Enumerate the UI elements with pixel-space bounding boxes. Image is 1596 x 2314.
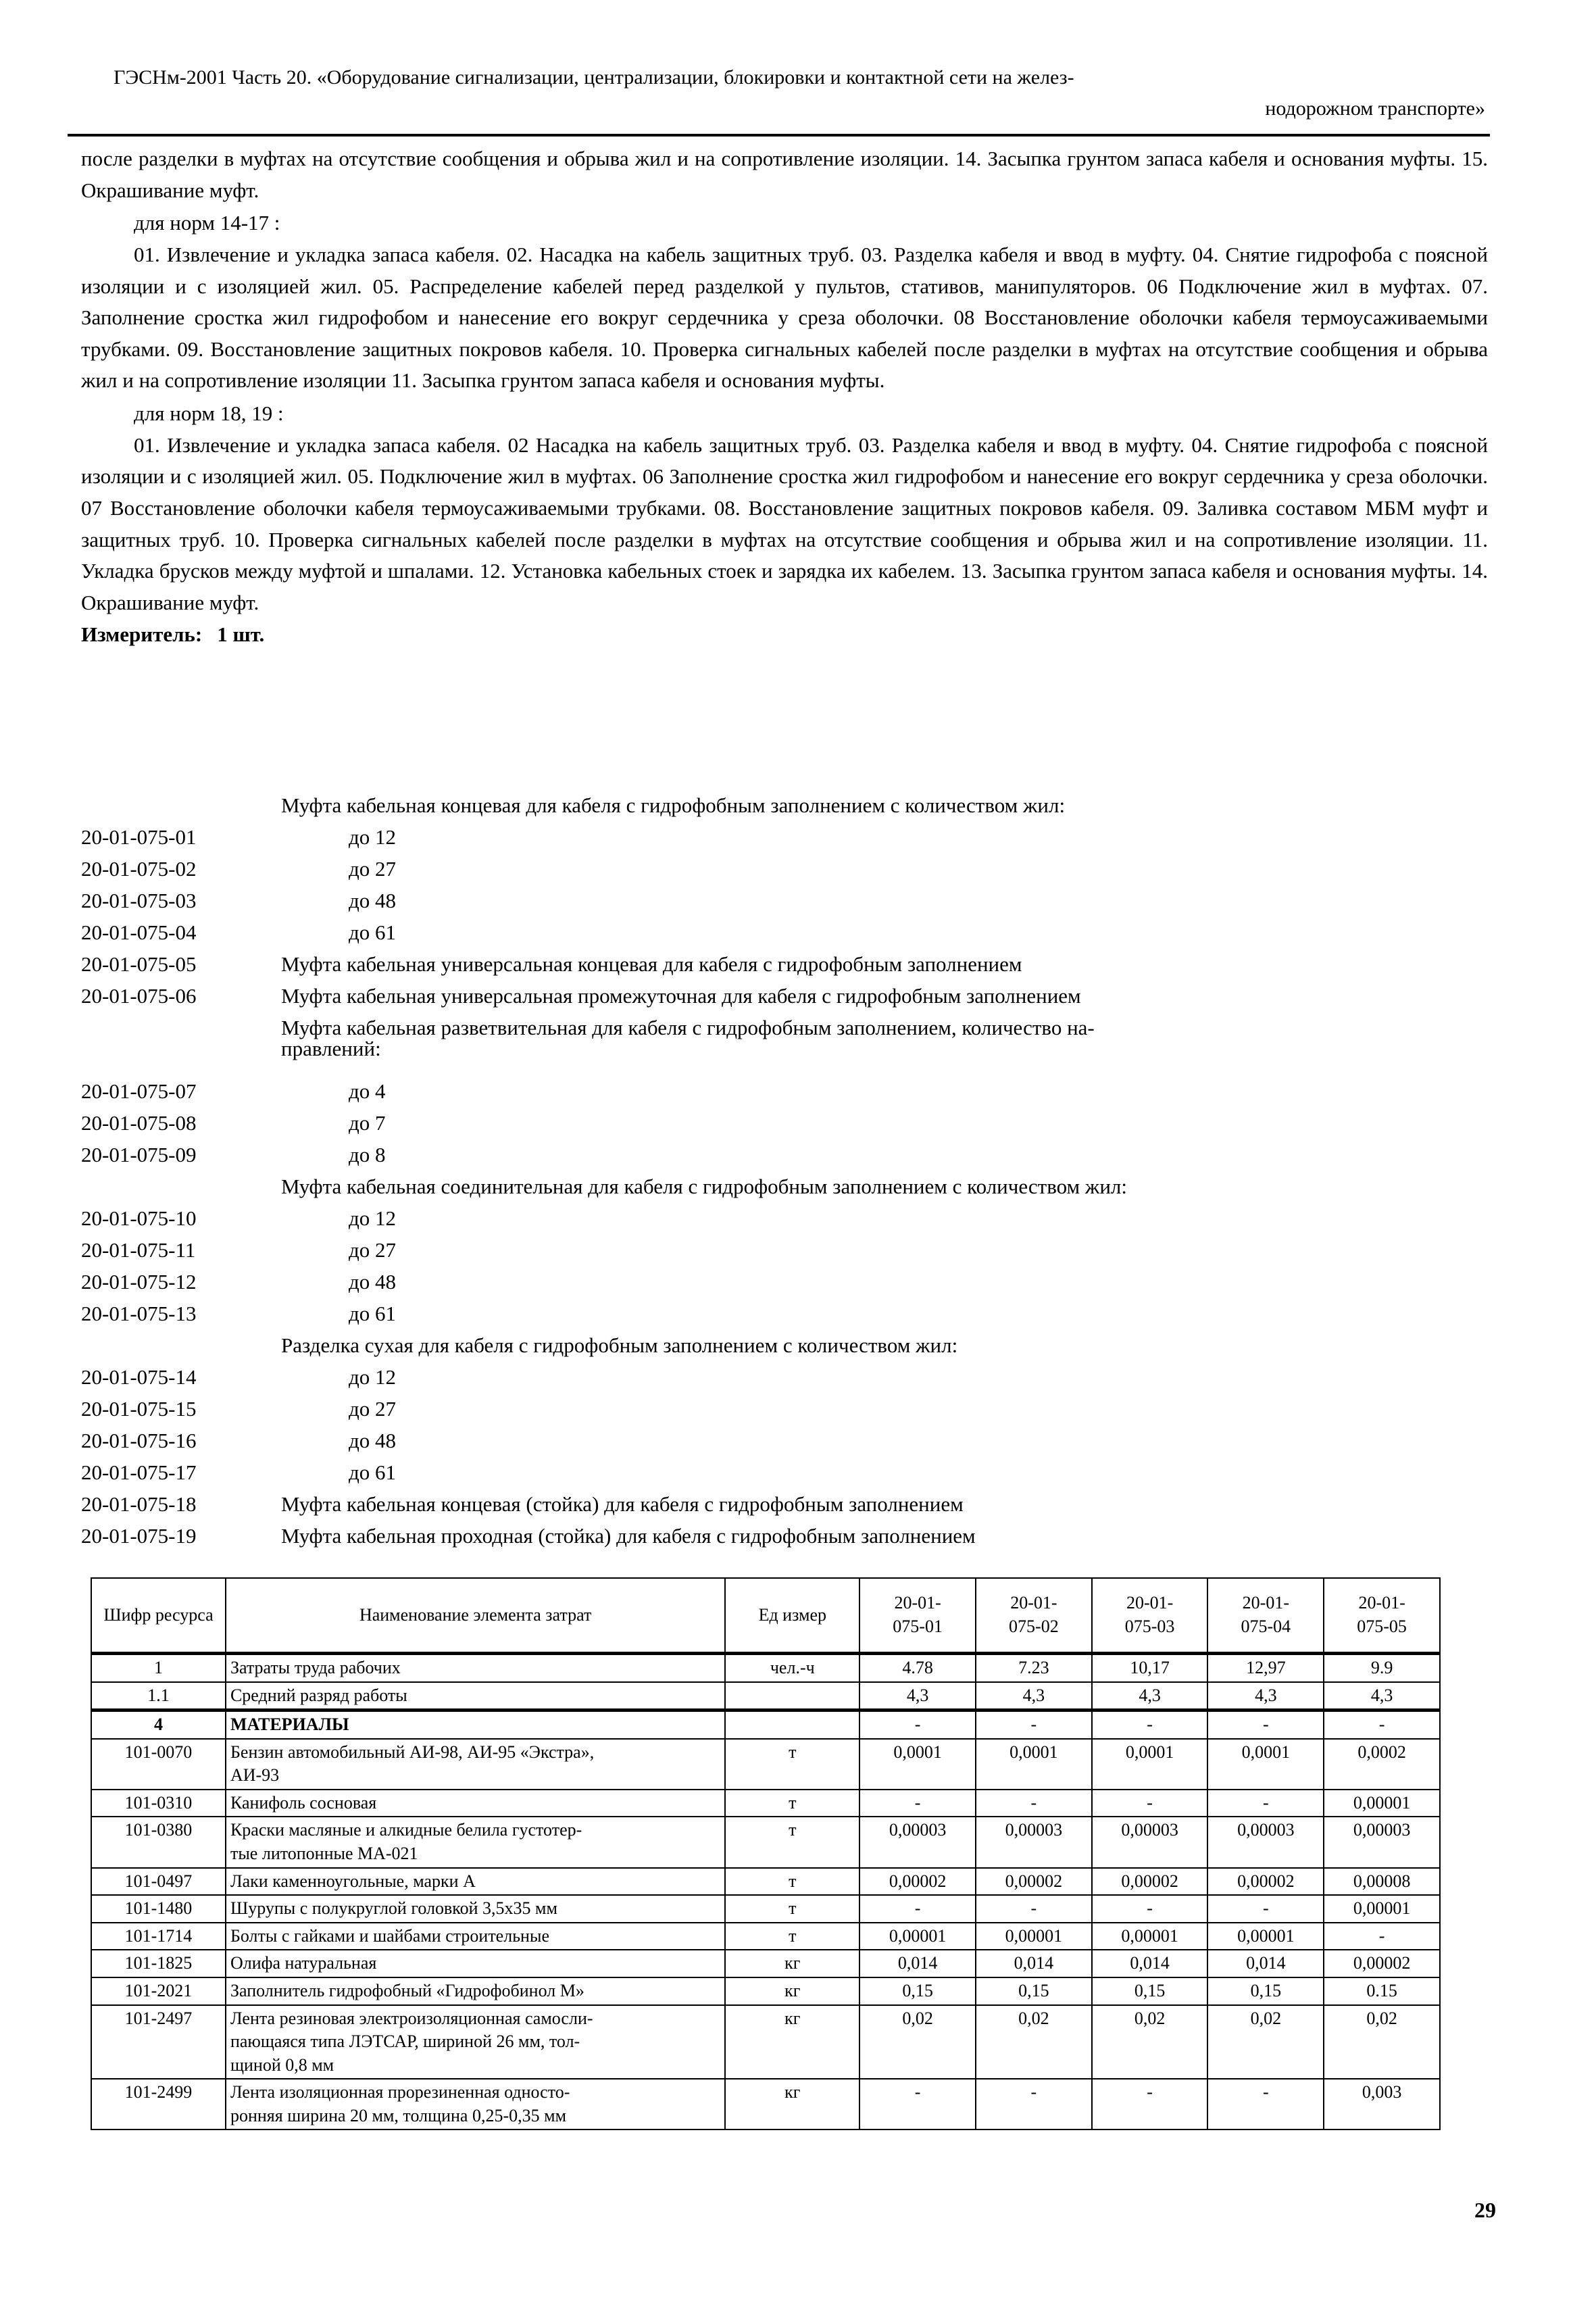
header-norm-column-5 [1324, 1578, 1440, 1654]
cell-resource-code: 101-1480 [91, 1895, 226, 1923]
norm-code: 20-01-075-11 [81, 1238, 196, 1262]
cell-norm-value: 0,00001 [1324, 1790, 1440, 1817]
norm-code: 20-01-075-03 [81, 889, 197, 912]
element-name-line-1: Заполнитель гидрофобный «Гидрофобинол М» [230, 1980, 584, 2000]
norms-18-19-label: для норм 18, 19 : [134, 401, 284, 426]
element-name-line-1: Лента изоляционная прорезиненная односто- [230, 2082, 570, 2102]
code-list-item [81, 1112, 1488, 1144]
cell-unit: кг [725, 1950, 859, 1977]
element-name-line-2: ронняя ширина 20 мм, толщина 0,25-0,35 мм [230, 2105, 567, 2125]
cell-norm-value: 0,00003 [1092, 1817, 1208, 1867]
code-group-heading [81, 1176, 1488, 1208]
cell-norm-value: 0,00002 [859, 1868, 976, 1896]
norm-description: до 4 [349, 1079, 386, 1103]
cell-norm-value: 0,15 [1092, 1977, 1208, 2005]
cell-norm-value: 9.9 [1324, 1654, 1440, 1682]
header-rule [68, 134, 1490, 137]
cell-unit: т [725, 1739, 859, 1790]
norm-description: Муфта кабельная универсальная концевая для кабеля с гидрофобным заполнением [281, 952, 1022, 976]
norm-description: Муфта кабельная универсальная промежуточная для кабеля с гидрофобным заполнением [281, 984, 1081, 1008]
element-name-line-1: Затраты труда рабочих [230, 1658, 401, 1677]
header-element-name: Наименование элемента затрат [226, 1578, 725, 1654]
norm-code: 20-01-075-02 [81, 857, 197, 881]
cell-resource-code: 101-2497 [91, 2005, 226, 2079]
norm-code: 20-01-075-17 [81, 1460, 197, 1484]
cell-norm-value: 4,3 [1207, 1682, 1324, 1710]
header-col5-bottom: 075-05 [1357, 1617, 1407, 1636]
table-row [91, 2079, 1440, 2130]
cell-norm-value: - [1207, 1790, 1324, 1817]
cell-unit [725, 1682, 859, 1710]
code-group-heading [81, 1017, 1488, 1081]
cell-norm-value: 0,15 [859, 1977, 976, 2005]
cell-norm-value: 12,97 [1207, 1654, 1324, 1682]
header-col2-top: 20-01- [1010, 1593, 1057, 1613]
cell-resource-code: 101-0380 [91, 1817, 226, 1867]
measurement-label: Измеритель: [81, 622, 203, 646]
cell-norm-value: - [859, 1790, 976, 1817]
norm-code-empty [81, 1176, 281, 1197]
code-list-item [81, 1398, 1488, 1430]
cell-norm-value: 0,0002 [1324, 1739, 1440, 1790]
cell-element-name [226, 1654, 725, 1682]
cell-norm-value: 0,02 [976, 2005, 1092, 2079]
cell-element-name [226, 1895, 725, 1923]
cell-norm-value: - [1207, 1895, 1324, 1923]
norm-description: до 27 [349, 1238, 397, 1262]
element-name-line-1: Шурупы с полукруглой головкой 3,5х35 мм [230, 1898, 557, 1919]
table-row [91, 1977, 1440, 2005]
element-name-line-1: Средний разряд работы [230, 1685, 407, 1705]
cell-norm-value: - [1324, 1923, 1440, 1950]
code-list-item [81, 1081, 1488, 1112]
cell-norm-value: 0,02 [1092, 2005, 1208, 2079]
cell-norm-value: 10,17 [1092, 1654, 1208, 1682]
cell-resource-code: 1.1 [91, 1682, 226, 1710]
norm-code: 20-01-075-01 [81, 825, 197, 849]
cell-unit: чел.-ч [725, 1654, 859, 1682]
header-col3-top: 20-01- [1126, 1593, 1174, 1613]
cell-norm-value: - [859, 1710, 976, 1739]
cell-resource-code: 1 [91, 1654, 226, 1682]
cell-norm-value: 0,0001 [976, 1739, 1092, 1790]
cell-norm-value: 0,0001 [859, 1739, 976, 1790]
cell-element-name [226, 1682, 725, 1710]
table-row [91, 1682, 1440, 1710]
cell-norm-value: - [1324, 1710, 1440, 1739]
cell-unit: кг [725, 2079, 859, 2130]
norm-description: до 12 [349, 825, 397, 849]
page-number: 29 [1474, 2198, 1496, 2222]
resource-table-body [91, 1654, 1440, 2130]
cell-norm-value: - [1092, 1710, 1208, 1739]
cell-norm-value: - [976, 1790, 1092, 1817]
header-col4-top: 20-01- [1242, 1593, 1289, 1613]
cell-norm-value: 4,3 [1092, 1682, 1208, 1710]
cell-norm-value: 0,02 [1324, 2005, 1440, 2079]
cell-norm-value: 0,00003 [976, 1817, 1092, 1867]
table-row [91, 1868, 1440, 1896]
norm-code: 20-01-075-19 [81, 1524, 197, 1548]
measurement-unit-line [81, 619, 1488, 651]
header-col1-bottom: 075-01 [893, 1617, 943, 1636]
norm-code: 20-01-075-10 [81, 1206, 197, 1230]
norm-description: до 8 [349, 1143, 386, 1166]
norm-description: до 48 [349, 1429, 397, 1452]
cell-resource-code: 101-1714 [91, 1923, 226, 1950]
norms-14-17-label: для норм 14-17 : [134, 211, 280, 235]
code-list-item [81, 827, 1488, 858]
element-name-line-1: Болты с гайками и шайбами строительные [230, 1925, 549, 1946]
cell-element-name [226, 1710, 725, 1739]
norm-description: до 7 [349, 1111, 386, 1135]
table-row [91, 1817, 1440, 1867]
element-name-line-2: АИ-93 [230, 1765, 280, 1786]
group-heading-text: Муфта кабельная соединительная для кабеля с гидрофобным заполнением с количеством жил: [281, 1175, 1127, 1198]
cell-element-name [226, 1817, 725, 1867]
element-name-line-2: тые литопонные МА-021 [230, 1844, 418, 1864]
norm-code-empty [81, 1335, 281, 1356]
running-header-line-2: нодорожном транспорте» [1265, 97, 1485, 120]
element-name-line-1: МАТЕРИАЛЫ [230, 1715, 349, 1735]
cell-norm-value: 0,02 [859, 2005, 976, 2079]
code-list-item [81, 1303, 1488, 1335]
code-list-item [81, 858, 1488, 890]
header-norm-column-2 [976, 1578, 1092, 1654]
cell-resource-code: 101-0070 [91, 1739, 226, 1790]
cell-element-name [226, 1739, 725, 1790]
norm-code: 20-01-075-08 [81, 1111, 197, 1135]
cell-norm-value: 0,00001 [1207, 1923, 1324, 1950]
cell-element-name [226, 1977, 725, 2005]
cell-norm-value: 0,003 [1324, 2079, 1440, 2130]
header-col1-top: 20-01- [894, 1593, 941, 1613]
cell-norm-value: - [1092, 2079, 1208, 2130]
norm-code: 20-01-075-16 [81, 1429, 197, 1452]
cell-norm-value: 0,014 [976, 1950, 1092, 1977]
norm-code: 20-01-075-06 [81, 984, 197, 1008]
element-name-line-1: Краски масляные и алкидные белила густотер- [230, 1820, 582, 1840]
cell-norm-value: 0,00008 [1324, 1868, 1440, 1896]
header-resource-code: Шифр ресурса [91, 1578, 226, 1654]
cell-norm-value: 0.15 [1324, 1977, 1440, 2005]
group-heading-text: Разделка сухая для кабеля с гидрофобным заполнением с количеством жил: [281, 1333, 958, 1357]
table-row [91, 1710, 1440, 1739]
cell-norm-value: 0,014 [859, 1950, 976, 1977]
norm-code: 20-01-075-04 [81, 920, 197, 944]
cell-norm-value: - [976, 2079, 1092, 2130]
norm-description: до 61 [349, 1302, 397, 1325]
cell-norm-value: 0,00001 [976, 1923, 1092, 1950]
cell-resource-code: 101-2499 [91, 2079, 226, 2130]
cell-norm-value: - [859, 1895, 976, 1923]
cell-resource-code: 101-1825 [91, 1950, 226, 1977]
running-header-line-1: ГЭСНм-2001 Часть 20. «Оборудование сигнализации, централизации, блокировки и контактной сети на желез- [114, 66, 1074, 89]
table-header-row [91, 1578, 1440, 1654]
element-name-line-3: щиной 0,8 мм [230, 2054, 334, 2075]
code-list-item [81, 1430, 1488, 1462]
table-row [91, 1739, 1440, 1790]
table-row [91, 2005, 1440, 2079]
norms-14-17-text: 01. Извлечение и укладка запаса кабеля. 02. Насадка на кабель защитных труб. 03. Разделка кабеля и ввод в муфту. 04. Снятие гидрофоба с поясной изоляции и с изоляцией жил. 05. Распределение кабелей перед разделкой у пультов, стативов, манипуляторов. 06 Подключение жил в муфтах. 07. Заполнение сростка жил гидрофобом и нанесение его вокруг сердечника у среза оболочки. 08 Восстановление оболочки кабеля термоусаживаемыми трубками. 09. Восстановление защитных покровов кабеля. 10. Проверка сигнальных кабелей после разделки в муфтах на отсутствие сообщения и обрыва жил и на сопротивление изоляции 11. Засыпка грунтом запаса кабеля и основания муфты. [81, 242, 1488, 393]
norm-description: Муфта кабельная концевая (стойка) для кабеля с гидрофобным заполнением [281, 1492, 964, 1516]
group-heading-text [281, 1017, 1488, 1059]
body-text [81, 143, 1488, 650]
cell-norm-value: - [859, 2079, 976, 2130]
cell-unit: т [725, 1923, 859, 1950]
cell-norm-value: 4.78 [859, 1654, 976, 1682]
norm-code: 20-01-075-09 [81, 1143, 197, 1166]
norm-description: до 27 [349, 1397, 397, 1421]
cell-norm-value: 0,014 [1092, 1950, 1208, 1977]
cell-norm-value: 0,0001 [1207, 1739, 1324, 1790]
header-unit: Ед измер [725, 1578, 859, 1654]
table-row [91, 1654, 1440, 1682]
cell-norm-value: 4,3 [1324, 1682, 1440, 1710]
code-list-item [81, 954, 1488, 985]
norm-description: до 12 [349, 1365, 397, 1389]
cell-norm-value: 4,3 [859, 1682, 976, 1710]
cell-element-name [226, 1868, 725, 1896]
code-list-item [81, 1525, 1488, 1557]
norm-code-empty [81, 795, 281, 816]
element-name-line-1: Олифа натуральная [230, 1953, 377, 1973]
cell-unit: т [725, 1895, 859, 1923]
norm-description: до 61 [349, 920, 397, 944]
norm-description: до 27 [349, 857, 397, 881]
norm-description: до 48 [349, 889, 397, 912]
norm-code: 20-01-075-14 [81, 1365, 197, 1389]
table-row [91, 1923, 1440, 1950]
element-name-line-1: Лента резиновая электроизоляционная самосли- [230, 2008, 593, 2028]
cell-norm-value: 0,00002 [1092, 1868, 1208, 1896]
cell-norm-value: 0,014 [1207, 1950, 1324, 1977]
cell-resource-code: 101-0497 [91, 1868, 226, 1896]
norm-code-list [81, 795, 1488, 1557]
cell-unit [725, 1710, 859, 1739]
cell-unit: т [725, 1790, 859, 1817]
table-row [91, 1895, 1440, 1923]
cell-unit: кг [725, 2005, 859, 2079]
header-norm-column-3 [1092, 1578, 1208, 1654]
norm-description: до 12 [349, 1206, 397, 1230]
cell-norm-value: 0,02 [1207, 2005, 1324, 2079]
table-row [91, 1790, 1440, 1817]
element-name-line-1: Бензин автомобильный АИ-98, АИ-95 «Экстра», [230, 1742, 595, 1762]
continued-paragraph: после разделки в муфтах на отсутствие сообщения и обрыва жил и на сопротивление изоляции. 14. Засыпка грунтом запаса кабеля и основания муфты. 15. Окрашивание муфт. [81, 147, 1488, 202]
cell-norm-value: - [1207, 2079, 1324, 2130]
cell-norm-value: 0,00003 [859, 1817, 976, 1867]
norm-code: 20-01-075-18 [81, 1492, 197, 1516]
norm-description: до 61 [349, 1460, 397, 1484]
code-group-heading [81, 795, 1488, 827]
group-heading-text: Муфта кабельная концевая для кабеля с гидрофобным заполнением с количеством жил: [281, 793, 1066, 817]
cell-norm-value: - [976, 1895, 1092, 1923]
element-name-line-2: пающаяся типа ЛЭТСАР, шириной 26 мм, тол- [230, 2032, 580, 2052]
header-norm-column-4 [1207, 1578, 1324, 1654]
cell-norm-value: 0,00003 [1324, 1817, 1440, 1867]
cell-norm-value: 0,15 [1207, 1977, 1324, 2005]
cell-element-name [226, 1790, 725, 1817]
code-list-item [81, 985, 1488, 1017]
header-col2-bottom: 075-02 [1009, 1617, 1059, 1636]
cell-unit: кг [725, 1977, 859, 2005]
cell-element-name [226, 2079, 725, 2130]
code-list-item [81, 1462, 1488, 1494]
norms-18-19-text: 01. Извлечение и укладка запаса кабеля. 02 Насадка на кабель защитных труб. 03. Разделка кабеля и ввод в муфту. 04. Снятие гидрофоба с поясной изоляции и с изоляцией жил. 05. Подключение жил в муфтах. 06 Заполнение сростка жил гидрофобом и нанесение его вокруг сердечника у среза оболочки. 07 Восстановление оболочки кабеля термоусаживаемыми трубками. 08. Восстановление защитных покровов кабеля. 09. Заливка составом МБМ муфт и защитных труб. 10. Проверка сигнальных кабелей после разделки в муфтах на отсутствие сообщения и обрыва жил и на сопротивление изоляции. 11. Укладка брусков между муфтой и шпалами. 12. Установка кабельных стоек и зарядка их кабелем. 13. Засыпка грунтом запаса кабеля и основания муфты. 14. Окрашивание муфт. [81, 433, 1488, 614]
code-list-item [81, 1494, 1488, 1525]
resource-table [91, 1577, 1441, 2130]
element-name-line-1: Канифоль сосновая [230, 1792, 377, 1813]
cell-norm-value: 0,00001 [859, 1923, 976, 1950]
code-list-item [81, 890, 1488, 922]
code-group-heading [81, 1335, 1488, 1367]
resource-table-head [91, 1578, 1440, 1654]
cell-unit: т [725, 1868, 859, 1896]
cell-element-name [226, 1923, 725, 1950]
code-list-item [81, 1239, 1488, 1271]
cell-norm-value: 0,0001 [1092, 1739, 1208, 1790]
element-name-line-1: Лаки каменноугольные, марки А [230, 1871, 476, 1891]
cell-element-name [226, 1950, 725, 1977]
norm-code: 20-01-075-05 [81, 952, 197, 976]
norm-description: до 48 [349, 1270, 397, 1294]
cell-resource-code: 101-2021 [91, 1977, 226, 2005]
table-row [91, 1950, 1440, 1977]
cell-norm-value: 0,00001 [1092, 1923, 1208, 1950]
header-col5-top: 20-01- [1358, 1593, 1405, 1613]
cell-norm-value: 0,15 [976, 1977, 1092, 2005]
cell-norm-value: 7.23 [976, 1654, 1092, 1682]
cell-norm-value: - [1092, 1790, 1208, 1817]
norm-description: Муфта кабельная проходная (стойка) для кабеля с гидрофобным заполнением [281, 1524, 976, 1548]
norm-code: 20-01-075-07 [81, 1079, 197, 1103]
cell-norm-value: 4,3 [976, 1682, 1092, 1710]
cell-norm-value: - [1092, 1895, 1208, 1923]
cell-norm-value: 0,00002 [976, 1868, 1092, 1896]
cell-resource-code: 101-0310 [91, 1790, 226, 1817]
header-col3-bottom: 075-03 [1124, 1617, 1175, 1636]
code-list-item [81, 1367, 1488, 1398]
cell-resource-code: 4 [91, 1710, 226, 1739]
norm-code: 20-01-075-12 [81, 1270, 197, 1294]
cell-norm-value: 0,00002 [1207, 1868, 1324, 1896]
cell-norm-value: 0,00002 [1324, 1950, 1440, 1977]
group-heading-line-2: правлений: [281, 1037, 381, 1060]
norm-code: 20-01-075-13 [81, 1302, 197, 1325]
code-list-item [81, 1208, 1488, 1239]
cell-norm-value: 0,00001 [1324, 1895, 1440, 1923]
norm-code: 20-01-075-15 [81, 1397, 197, 1421]
cell-unit: т [725, 1817, 859, 1867]
cell-norm-value: 0,00003 [1207, 1817, 1324, 1867]
cell-norm-value: - [976, 1710, 1092, 1739]
measurement-value: 1 шт. [217, 622, 265, 646]
cell-element-name [226, 2005, 725, 2079]
code-list-item [81, 1271, 1488, 1303]
header-norm-column-1 [859, 1578, 976, 1654]
header-col4-bottom: 075-04 [1241, 1617, 1291, 1636]
norm-code-empty [81, 1017, 281, 1038]
running-header [114, 62, 1485, 124]
code-list-item [81, 922, 1488, 954]
code-list-item [81, 1144, 1488, 1176]
group-heading-line-1: Муфта кабельная разветвительная для кабеля с гидрофобным заполнением, количество на- [281, 1016, 1095, 1039]
cell-norm-value: - [1207, 1710, 1324, 1739]
